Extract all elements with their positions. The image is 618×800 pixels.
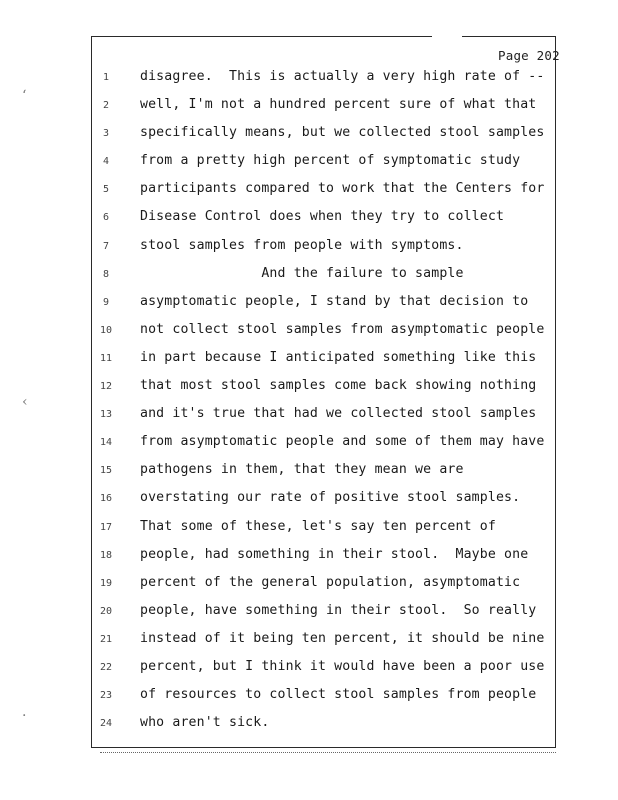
line-number: 4 xyxy=(102,156,110,168)
transcript-line xyxy=(91,515,556,543)
transcript-line xyxy=(91,430,556,458)
line-number: 10 xyxy=(99,324,113,336)
line-text: of resources to collect stool samples from people xyxy=(140,687,537,703)
margin-scan-mark: ‹ xyxy=(22,394,28,410)
transcript-line xyxy=(91,346,556,374)
line-text: instead of it being ten percent, it should be nine xyxy=(140,630,545,646)
line-text: people, have something in their stool. So really xyxy=(140,602,537,618)
line-text: That some of these, let's say ten percent of xyxy=(140,518,496,534)
transcript-line xyxy=(91,599,556,627)
line-number: 23 xyxy=(99,690,113,702)
transcript-body xyxy=(91,65,556,739)
bottom-rule xyxy=(100,752,556,753)
transcript-line xyxy=(91,711,556,739)
line-text: not collect stool samples from asymptomatic people xyxy=(140,321,545,337)
line-number: 6 xyxy=(102,212,110,224)
line-number: 12 xyxy=(99,381,113,393)
transcript-line xyxy=(91,234,556,262)
transcript-line xyxy=(91,374,556,402)
line-number: 8 xyxy=(102,268,110,280)
line-number: 7 xyxy=(102,240,110,252)
line-number: 3 xyxy=(102,128,110,140)
line-text: percent of the general population, asymptomatic xyxy=(140,574,521,590)
line-text: well, I'm not a hundred percent sure of what that xyxy=(140,97,537,113)
line-number: 21 xyxy=(99,633,113,645)
line-text: and it's true that had we collected stool samples xyxy=(140,406,537,422)
transcript-line xyxy=(91,627,556,655)
transcript-line xyxy=(91,402,556,430)
line-number: 9 xyxy=(102,296,110,308)
line-text: stool samples from people with symptoms. xyxy=(140,237,464,253)
line-text: Disease Control does when they try to collect xyxy=(140,209,505,225)
transcript-line xyxy=(91,149,556,177)
transcript-line xyxy=(91,262,556,290)
margin-scan-mark: · xyxy=(22,708,27,724)
transcript-line xyxy=(91,571,556,599)
transcript-line xyxy=(91,458,556,486)
transcript-line xyxy=(91,65,556,93)
transcript-line xyxy=(91,290,556,318)
line-number: 2 xyxy=(102,100,110,112)
transcript-line xyxy=(91,318,556,346)
page-border-gap xyxy=(432,35,462,38)
transcript-line xyxy=(91,177,556,205)
transcript-line xyxy=(91,121,556,149)
line-number: 11 xyxy=(99,352,113,364)
line-text: overstating our rate of positive stool samples. xyxy=(140,490,521,506)
line-text: from asymptomatic people and some of them may have xyxy=(140,434,545,450)
line-number: 5 xyxy=(102,184,110,196)
line-text: specifically means, but we collected stool samples xyxy=(140,125,545,141)
line-number: 14 xyxy=(99,437,113,449)
transcript-line xyxy=(91,543,556,571)
transcript-line xyxy=(91,683,556,711)
line-number: 15 xyxy=(99,465,113,477)
line-number: 19 xyxy=(99,577,113,589)
line-text: pathogens in them, that they mean we are xyxy=(140,462,464,478)
transcript-line xyxy=(91,93,556,121)
line-number: 13 xyxy=(99,409,113,421)
line-number: 24 xyxy=(99,718,113,730)
line-text: And the failure to sample xyxy=(140,265,464,281)
line-number: 16 xyxy=(99,493,113,505)
line-text: asymptomatic people, I stand by that decision to xyxy=(140,293,529,309)
line-text: that most stool samples come back showing nothing xyxy=(140,378,537,394)
line-number: 18 xyxy=(99,549,113,561)
margin-scan-mark: ʻ xyxy=(22,88,27,104)
line-text: who aren't sick. xyxy=(140,715,270,731)
line-text: from a pretty high percent of symptomatic study xyxy=(140,153,521,169)
line-text: participants compared to work that the Centers for xyxy=(140,181,545,197)
transcript-line xyxy=(91,205,556,233)
line-text: percent, but I think it would have been a poor use xyxy=(140,658,545,674)
transcript-line xyxy=(91,486,556,514)
line-number: 22 xyxy=(99,661,113,673)
transcript-line xyxy=(91,655,556,683)
line-text: disagree. This is actually a very high rate of -- xyxy=(140,69,545,84)
line-number: 20 xyxy=(99,605,113,617)
page-number: Page 202 xyxy=(498,48,560,63)
line-number: 1 xyxy=(102,72,110,83)
line-number: 17 xyxy=(99,521,113,533)
line-text: in part because I anticipated something like this xyxy=(140,349,537,365)
line-text: people, had something in their stool. Maybe one xyxy=(140,546,529,562)
